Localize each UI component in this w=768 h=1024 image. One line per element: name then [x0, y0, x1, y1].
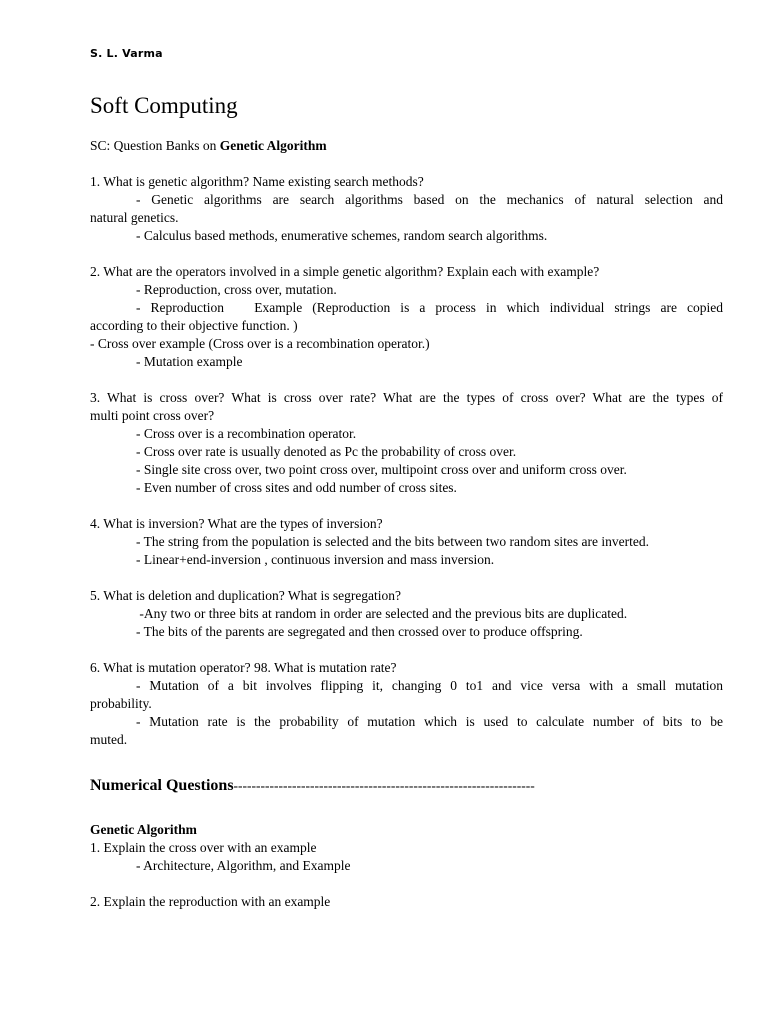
answer-6-2-line-1: - Mutation rate is the probability of mutation which is used to calculate number of bits to be — [136, 714, 723, 729]
answer-2-3: - Cross over example (Cross over is a recombination operator.) — [90, 336, 430, 351]
document-title: Soft Computing — [90, 93, 238, 118]
answer-3-2: - Cross over rate is usually denoted as Pc the probability of cross over. — [136, 444, 517, 459]
question-5: 5. What is deletion and duplication? What is segregation? — [90, 588, 402, 603]
question-6: 6. What is mutation operator? 98. What is mutation rate? — [90, 660, 397, 675]
answer-3-4: - Even number of cross sites and odd number of cross sites. — [136, 480, 457, 495]
numerical-heading-dashes: ------------------------------------------------------------------- — [233, 778, 535, 793]
answer-3-1: - Cross over is a recombination operator. — [136, 426, 357, 441]
question-bank — [90, 173, 723, 911]
question-1: 1. What is genetic algorithm? Name existing search methods? — [90, 174, 424, 189]
numerical-heading-text: Numerical Questions — [90, 777, 234, 794]
document-subtitle — [90, 138, 327, 154]
answer-5-2: - The bits of the parents are segregated and then crossed over to produce offspring. — [136, 624, 583, 639]
numerical-question-2: 2. Explain the reproduction with an example — [90, 894, 331, 909]
question-3-line-2: multi point cross over? — [90, 408, 215, 423]
answer-6-2-line-2: muted. — [90, 732, 128, 747]
answer-4-1: - The string from the population is selected and the bits between two random sites are inverted. — [136, 534, 649, 549]
answer-3-3: - Single site cross over, two point cross over, multipoint cross over and uniform cross over. — [136, 462, 627, 477]
answer-2-4: - Mutation example — [136, 354, 243, 369]
answer-6-1-line-1: - Mutation of a bit involves flipping it, changing 0 to1 and vice versa with a small mutation — [136, 678, 723, 693]
answer-1-1-line-2: natural genetics. — [90, 210, 179, 225]
answer-6-1-line-2: probability. — [90, 696, 152, 711]
answer-4-2: - Linear+end-inversion , continuous inversion and mass inversion. — [136, 552, 495, 567]
subtitle-topic: Genetic Algorithm — [219, 138, 327, 153]
answer-2-2-line-1: - Reproduction Example (Reproduction is a process in which individual strings are copied — [136, 300, 723, 315]
question-2: 2. What are the operators involved in a simple genetic algorithm? Explain each with example? — [90, 264, 600, 279]
answer-1-2: - Calculus based methods, enumerative schemes, random search algorithms. — [136, 228, 548, 243]
author-name: S. L. Varma — [90, 47, 163, 60]
question-4: 4. What is inversion? What are the types of inversion? — [90, 516, 383, 531]
numerical-question-1: 1. Explain the cross over with an example — [90, 840, 317, 855]
numerical-heading — [90, 777, 723, 799]
numerical-section-heading: Genetic Algorithm — [90, 822, 197, 837]
question-3-line-1: 3. What is cross over? What is cross over rate? What are the types of cross over? What are the types of — [90, 390, 723, 405]
numerical-answer-1: - Architecture, Algorithm, and Example — [136, 858, 351, 873]
subtitle-prefix: SC: Question Banks on — [90, 138, 220, 153]
answer-2-2-line-2: according to their objective function. ) — [90, 318, 298, 333]
answer-2-1: - Reproduction, cross over, mutation. — [136, 282, 337, 297]
answer-1-1-line-1: - Genetic algorithms are search algorithms based on the mechanics of natural selection and — [136, 192, 723, 207]
answer-5-1: -Any two or three bits at random in order are selected and the previous bits are duplicated. — [136, 606, 628, 621]
